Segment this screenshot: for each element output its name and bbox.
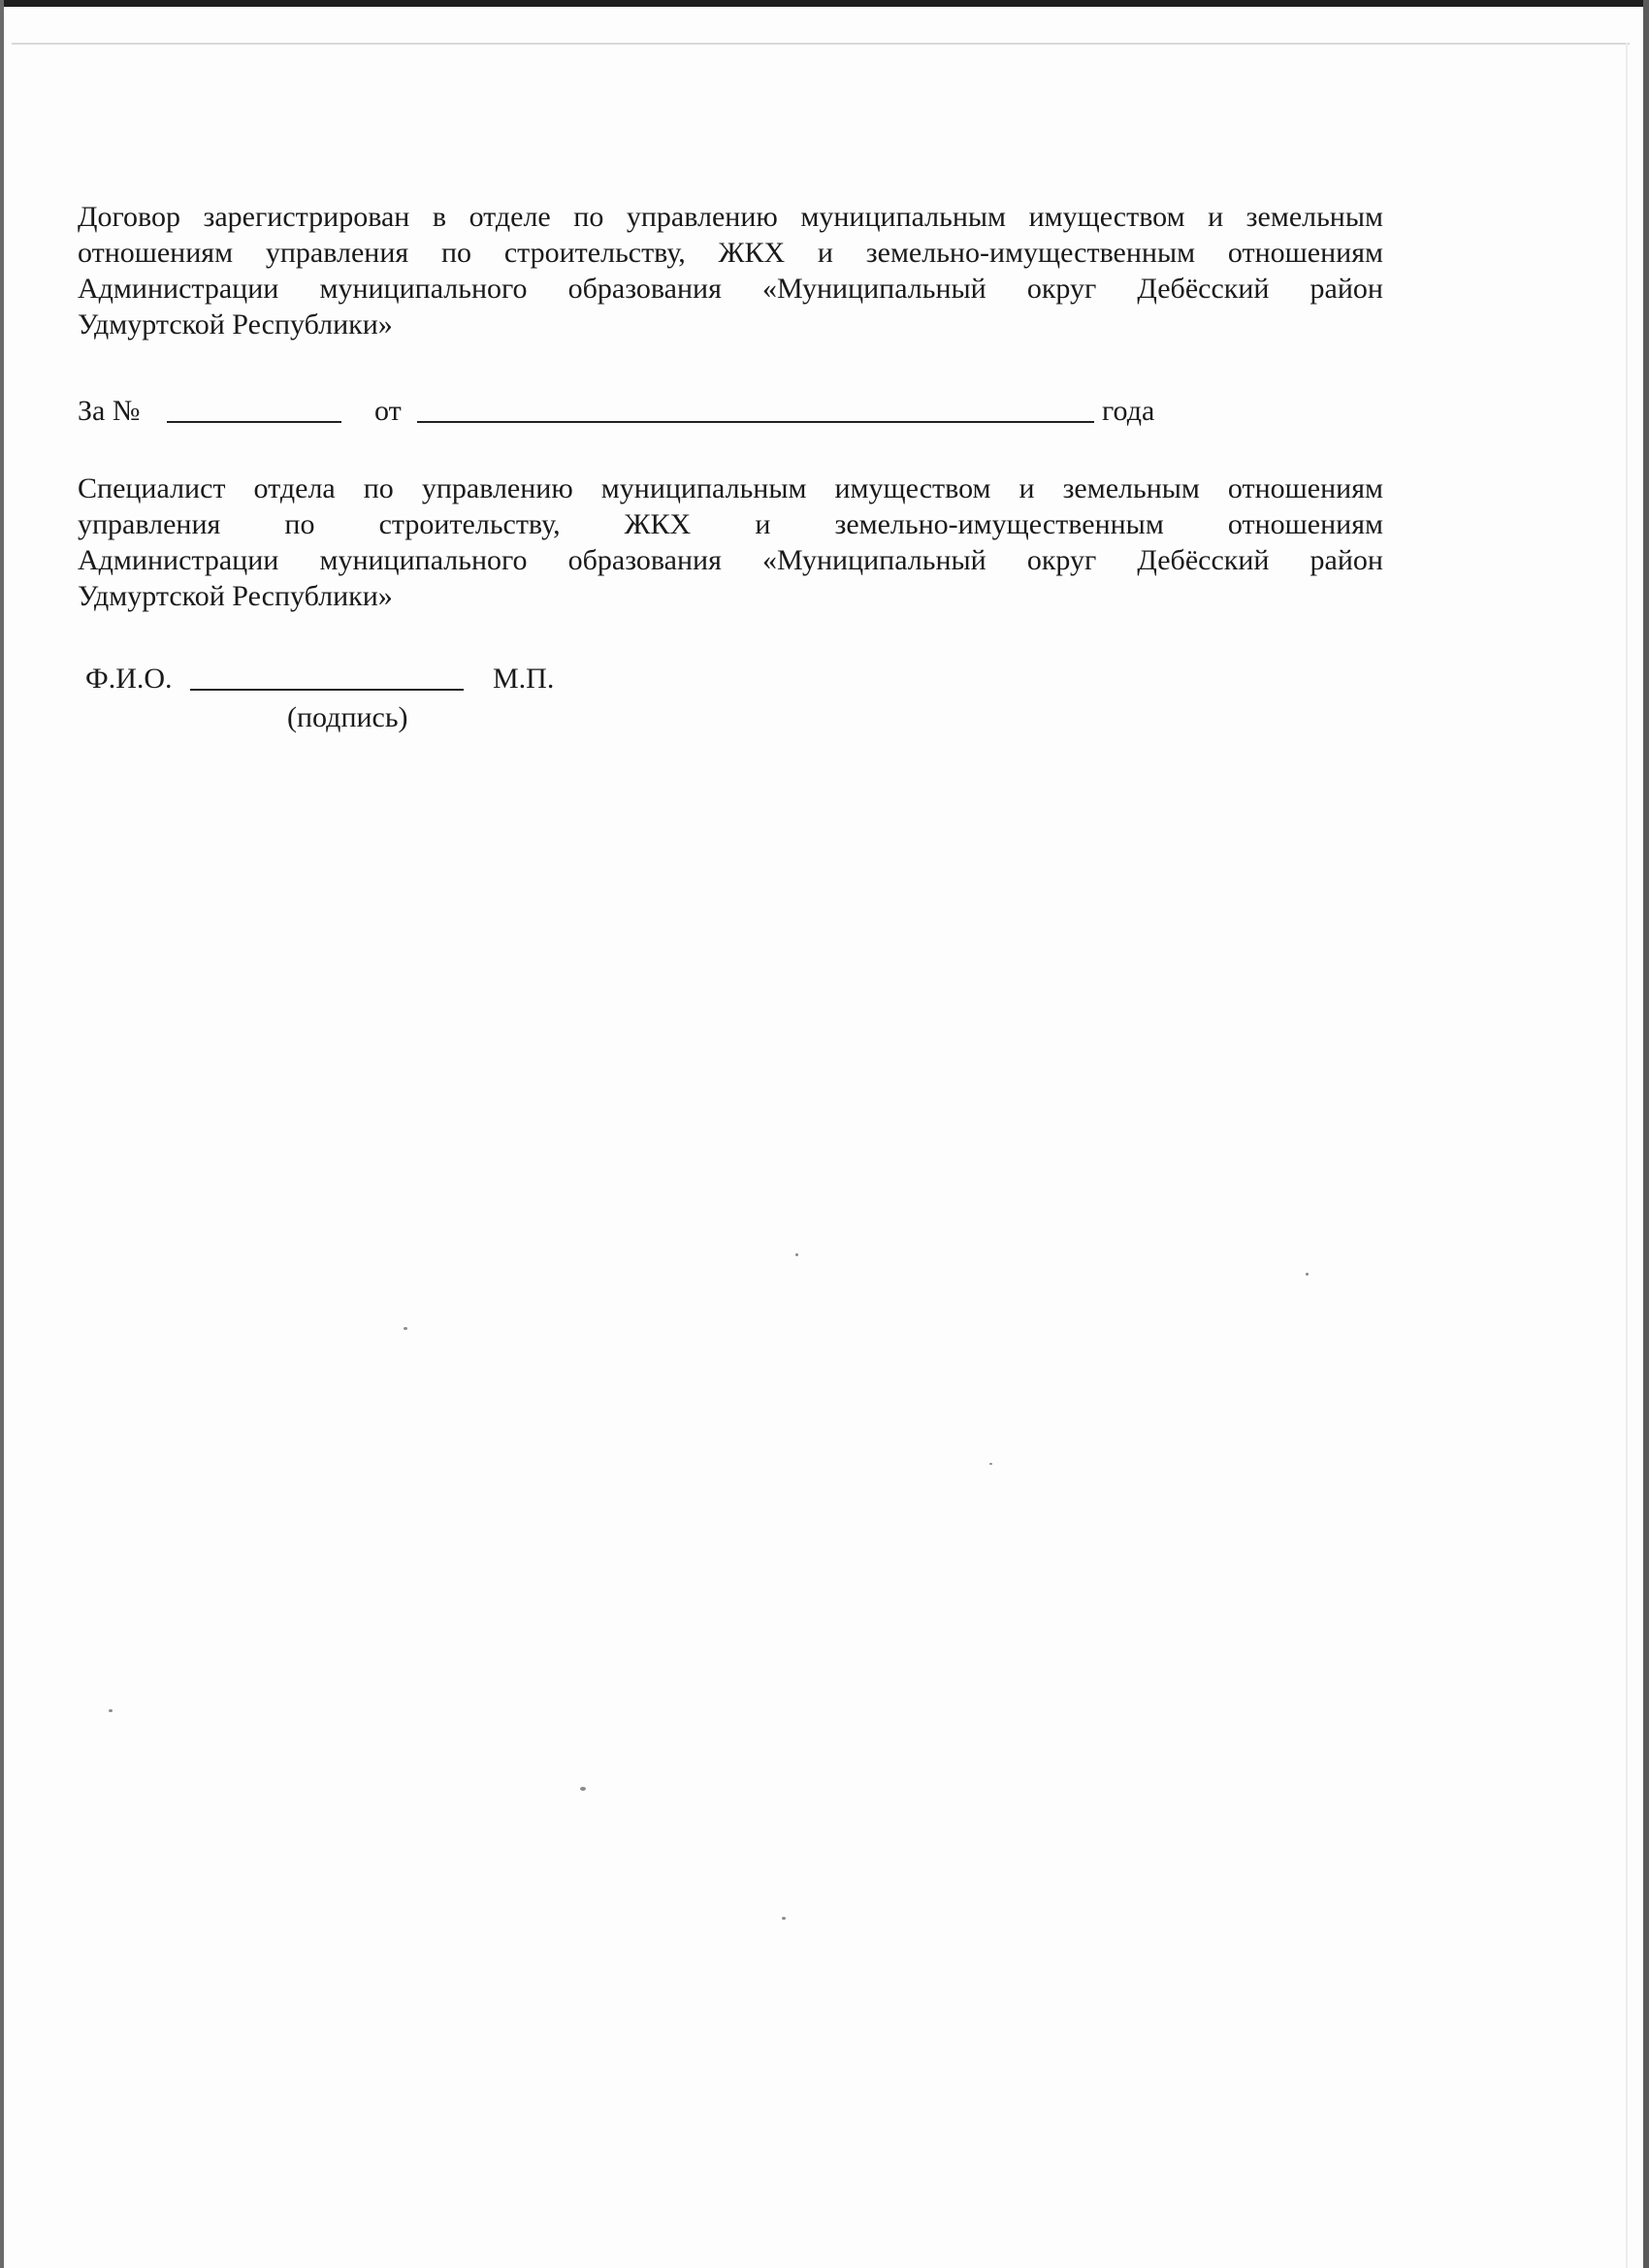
number-blank-line	[167, 421, 341, 423]
registration-paragraph-line: отношениям управления по строительству, ЖКХ и земельно-имущественным отношениям	[78, 237, 1383, 269]
specialist-paragraph-line: управления по строительству, ЖКХ и земельно-имущественным отношениям	[78, 508, 1383, 540]
signature-blank-line	[190, 689, 464, 691]
specialist-paragraph-line: Специалист отдела по управлению муниципальным имуществом и земельным отношениям	[78, 472, 1383, 504]
scan-speck	[782, 1917, 786, 1920]
specialist-paragraph-line: Администрации муниципального образования «Муниципальный округ Дебёсский район	[78, 544, 1383, 576]
number-label: За №	[78, 395, 141, 427]
scan-speck	[580, 1787, 586, 1791]
scan-speck	[109, 1709, 113, 1712]
scan-speck	[989, 1463, 992, 1465]
date-from-label: от	[374, 395, 402, 427]
fio-label: Ф.И.О.	[85, 663, 173, 695]
specialist-paragraph-line: Удмуртской Республики»	[78, 580, 393, 612]
date-blank-line	[417, 421, 1094, 423]
registration-paragraph	[78, 200, 1383, 355]
registration-paragraph-line: Администрации муниципального образования «Муниципальный округ Дебёсский район	[78, 273, 1383, 305]
scan-speck	[404, 1327, 407, 1330]
scan-speck	[1306, 1273, 1309, 1276]
signature-row	[85, 662, 667, 700]
registration-paragraph-line: Договор зарегистрирован в отделе по управлению муниципальным имуществом и земельным	[78, 201, 1383, 233]
scan-speck	[795, 1253, 798, 1256]
seal-place-label: М.П.	[493, 663, 555, 695]
specialist-paragraph	[78, 471, 1383, 627]
signature-caption: (подпись)	[287, 701, 408, 733]
registration-number-row	[78, 394, 1339, 433]
registration-paragraph-line: Удмуртской Республики»	[78, 308, 393, 340]
year-label: года	[1102, 395, 1155, 427]
